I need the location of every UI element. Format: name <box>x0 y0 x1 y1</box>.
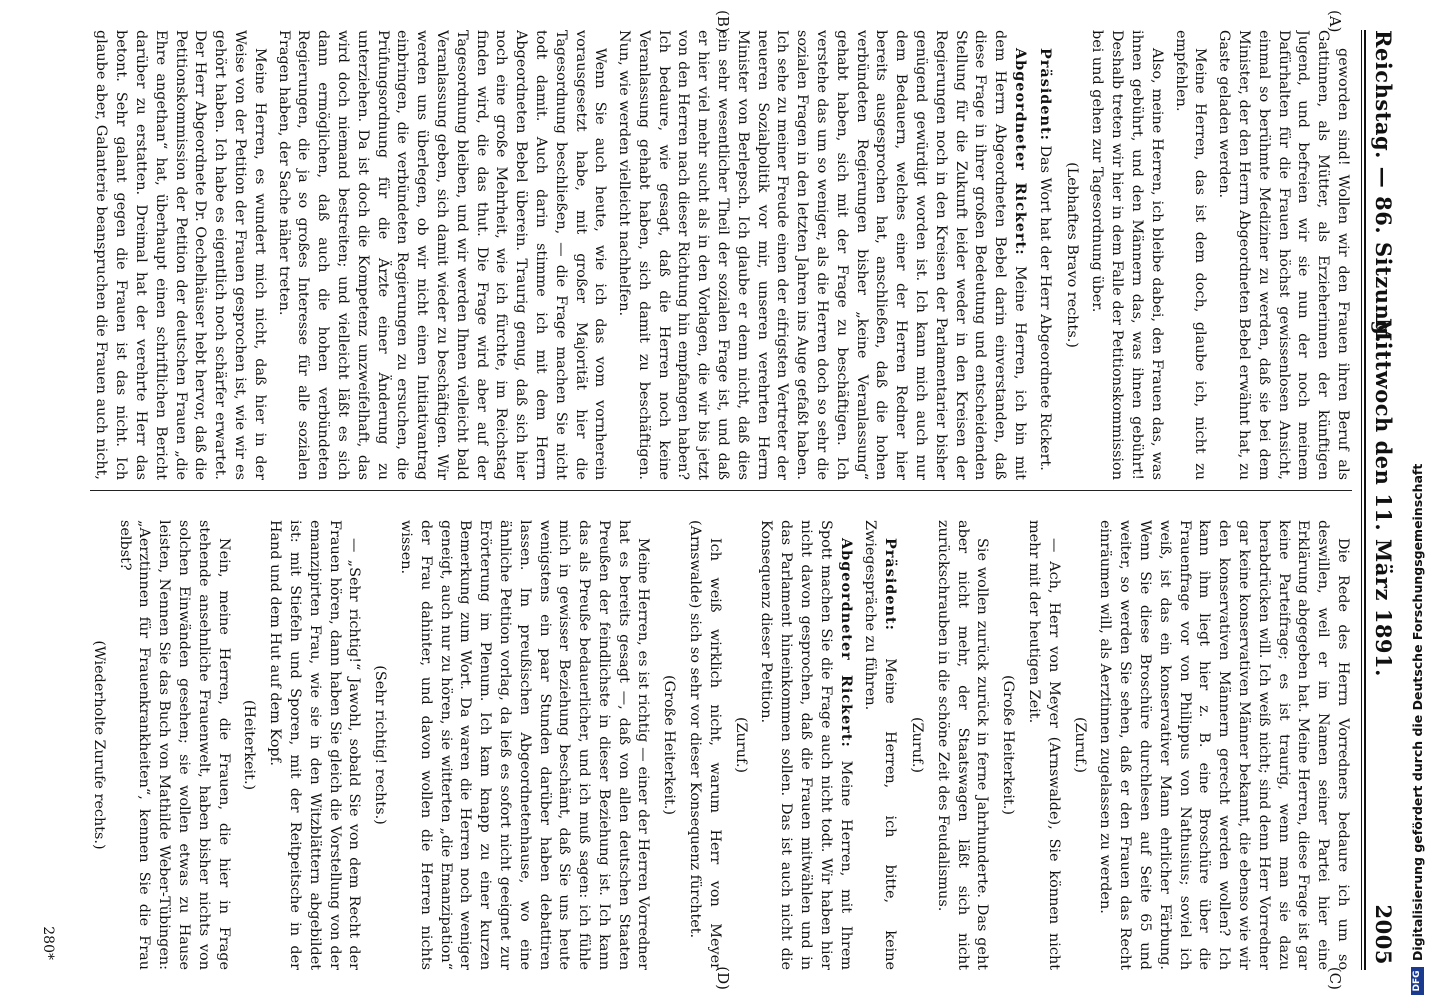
header-page-number: 2005 <box>1371 904 1396 965</box>
speech-text: Meine Herren, ich bin mit dem Herrn Abgeordneten Bebel darin einverstanden, daß diese Frage in ihrer großen Bedeutung und entscheidenden Stellung für die Zukunft leider weder in den Kreisen der Regierungen noch in den Kreisen der Parlamentarier bisher genügend gewürdigt worden ist. Ich kann mich auch nur dem Bedauern, welches einer der Herren Redner hier bereits ausgesprochen hat, anschließen, daß die hohen verbündeten Regierungen bisher „keine Veranlassung“ gehabt haben, sich mit der Frage zu beschäftigen. Ich verstehe das um so weniger, als die Herren doch so sehr die sozialen Fragen in den letzten Jahren ins Auge gefaßt haben. Ich sehe zu meiner Freude einen der eifrigsten Vertreter der neueren Sozialpolitik vor mir, unseren verehrten Herrn Minister von Berlepsch. Ich glaube er denn nicht, daß dies ein sehr wesentlicher Theil der sozialen Frage ist, und daß er hier viel mehr sucht als in den Vorlagen, die wir bis jetzt von den Herren nach dieser Richtung hin empfangen haben? Ich bedaure, wie gesagt, daß die Herren noch keine Veranlassung gehabt haben, sich damit zu beschäftigen. Nun, wie werden vielleicht nachhelfen. <box>616 30 1029 480</box>
header-rule-thin <box>1361 30 1362 970</box>
column-divider <box>90 490 1352 491</box>
page-footnote-number: 280* <box>40 926 56 960</box>
paragraph: Sie wollen zurück zurück in ferne Jahrhunderte. Das geht aber nicht mehr, der Staatswagen läßt sich nicht zurückschrauben in die schöne Zeit des Feudalismus. <box>934 520 991 970</box>
stage-direction: (Zuruf.) <box>732 716 749 774</box>
header-left: Reichstag. — 86. Sitzung. <box>1371 30 1396 344</box>
digitization-footer <box>1406 15 1428 995</box>
margin-marker-c: (C) <box>1326 966 1344 990</box>
header-date: Mittwoch den 11. März 1891. <box>1371 318 1396 677</box>
paragraph: Also, meine Herren, ich bleibe dabei, den Frauen das, was ihnen gebührt, und den Männern das, was ihnen gebührt! Deshalb treten wir hier in dem Falle der Petitionskommission bei und gehen zur Tagesordnung über. <box>1089 30 1165 480</box>
header-rule <box>1364 30 1366 970</box>
paragraph: Meine Herren, das ist dem doch, glaube ich, nicht zu empfehlen. <box>1172 30 1209 480</box>
left-column <box>90 30 1352 480</box>
paragraph: Wenn Sie auch heute, wie ich das vom vornherein vorausgesetzt habe, mit großer Majorität hier die Tagesordnung beschließen, — die Frage machen Sie nicht todt damit. Auch darin stimme ich mit dem Herrn Abgeordneten Bebel überein. Traurig genug, daß sich hier noch eine große Mehrheit, wie ich fürchte, im Reichstag finden wird, die das thut. Die Frage wird aber auf der Tagesordnung bleiben, und wir werden Ihnen vielleicht bald Veranlassung geben, sich damit wieder zu beschäftigen. Wir werden uns überlegen, ob wir nicht einen Initiativantrag einbringen, die verbündeten Regierungen zu ersuchen, die Prüfungsordnung für die Ärzte einer Änderung zu unterziehen. Da ist doch die Kompetenz unzweifelhaft, das wird doch niemand bestreiten; und vielleicht läßt es sich dann ermöglichen, daß auch die hohen verbündeten Regierungen, die ja so großes Interesse für alle sozialen Fragen haben, der Sache näher treten. <box>275 30 609 480</box>
page-header <box>1366 30 1410 965</box>
paragraph <box>860 520 901 970</box>
margin-marker-b: (B) <box>714 10 732 33</box>
stage-direction: (Zuruf.) <box>909 716 926 774</box>
stage-direction: (Zuruf.) <box>1071 716 1088 774</box>
stage-direction: (Große Heiterkeit.) <box>661 674 678 815</box>
paragraph: Die Rede des Herrn Vorredners bedaure ich um so deswillen, weil er im Namen seiner Partei hier eine Erklärung abgegeben hat. Meine Herren, diese Frage ist gar keine Parteifrage; es ist traurig, wenn man sie dazu herabdrücken will. Ich weiß nicht; sind denn Herr Vorredner gar keine konservativen Männer bekannt, die ebenso wie wir den konservativen Männern gerecht werden wollen? Ich kann ihm liegt hier z. B. eine Broschüre über die Frauenfrage vor von Philippus von Nathusius; soviel ich weiß, ist das ein konservativer Mann ehrlicher Färbung. Wenn Sie diese Broschüre durchlesen auf Seite 65 und weiter, so werden Sie sehen, daß er den Frauen das Recht einräumen will, als Aerztinnen zugelassen zu werden. <box>1097 520 1351 970</box>
stage-direction: (Wiederholte Zurufe rechts.) <box>90 640 107 850</box>
paragraph: Meine Herren, es wundert mich nicht, daß hier in der Weise von der Petition der Frauen gesprochen ist, wie wir es gehört haben. Ich habe es eigentlich noch schärfer erwartet. Der Herr Abgeordnete Dr. Oechelhäuser hebt hervor, daß die Petitionskommission der Petition der deutschen Frauen „die Ehre angethan“ hat, überhaupt einen schriftlichen Bericht darüber zu erstatten. Dreimal hat der verehrte Herr das betont. Sehr galant gegen die Frauen ist das nicht. Ich glaube aber, Galanterie beanspruchen die Frauen auch nicht, <box>93 30 268 480</box>
stage-direction: (Lebhaftes Bravo rechts.) <box>1063 162 1080 348</box>
margin-marker-a: (A) <box>1326 10 1344 33</box>
speaker-name: Abgeordneter Rickert: <box>837 538 855 748</box>
speech-text: Meine Herren, ich bitte, keine Zwiegespräche zu führen. <box>862 520 899 970</box>
speech-text: Meine Herren, mit Ihrem Spott machen Sie die Frage auch nicht todt. Wir haben hier nicht davon gesprochen, daß die Frauen mitwählen und in das Parlament hineinkommen sollen. Das ist auch nicht die Konsequenz dieser Petition. <box>758 520 854 970</box>
stage-direction: (Heiterkeit.) <box>241 699 258 791</box>
paragraph: — „Sehr richtig!“ Jawohl, sobald Sie von dem Recht der Frauen hören, dann haben Sie gleich die Vorstellung von der emanzipirten Frau, wie sie in den Witzblättern abgebildet ist: mit Stiefeln und Sporen, mit der Reitpeitsche in der Hand und dem Hut auf dem Kopf. <box>267 520 363 970</box>
paragraph <box>613 30 1030 480</box>
paragraph: geworden sind! Wollen wir den Frauen ihren Beruf als Gattinnen, als Mütter, als Erzieherinnen der künftigen Jugend, und befreien wir sie nun der noch meinem Dafürhalten für die Frauen höchst gewissenlosen Ansicht, einmal so berühmte Mediziner zu werden, daß sie bei dem Minister, der den Herrn Abgeordneten Bebel erwähnt hat, zu Gaste geladen werden. <box>1216 30 1351 480</box>
margin-marker-d: (D) <box>714 966 732 990</box>
paragraph: Ich weiß wirklich nicht, warum Herr von Meyer (Arnswalde) sich so sehr vor dieser Konsequenz fürchtet. <box>687 520 723 970</box>
stage-direction: (Große Heiterkeit.) <box>1000 674 1017 815</box>
paragraph: — Ach, Herr von Meyer (Arnswalde), Sie können nicht mehr mit der heutigen Zeit. <box>1026 520 1062 970</box>
paragraph <box>756 520 856 970</box>
footer-text: Digitalisierung gefördert durch die Deutsche Forschungsgemeinschaft <box>1409 463 1425 961</box>
right-column <box>90 520 1352 970</box>
stage-direction: (Sehr richtig! rechts.) <box>372 665 389 825</box>
speaker-name: Abgeordneter Rickert: <box>1012 48 1030 256</box>
dfg-logo: DFG <box>1411 967 1424 995</box>
paragraph: Meine Herren, es ist richtig — einer der Herren Vorredner hat es bereits gesagt —, daß von allen deutschen Staaten Preußen der feindlichste in dieser Beziehung ist. Ich kann das als Preuße bedauerlicher, und ich muß sagen: ich fühle mich in gewisser Beziehung beschämt, daß Sie uns heute wenigstens ein paar Stunden darüber haben debattiren lassen. Im preußischen Abgeordnetenhause, wo eine ähnliche Petition vorlag, da ließ es sofort nicht geeignet zur Erörterung im Plenum. Ich kam knapp zu einer kurzen Bemerkung zum Wort. Da waren die Herren noch weniger geneigt, auch nur zu hören, sie witterten „die Emanzipation“ der Frau dahinter, und davon wollen die Herren nichts wissen. <box>397 520 652 970</box>
paragraph: Nein, meine Herren, die Frauen, die hier in Frage stehende ansehnliche Frauenwelt, haben bisher nichts von solchen Einwänden gesehen; sie wollen etwas zu Hause leisten, Nennen Sie das Buch von Mathilde Weber-Tübingen: „Aerztinnen für Frauenkrankheiten“, kennen Sie die Frau selbst? <box>116 520 232 970</box>
speaker-name: Präsident: <box>1036 48 1054 141</box>
paragraph <box>1034 30 1055 480</box>
speech-text: Das Wort hat der Herr Abgeordnete Rickert. <box>1036 145 1053 471</box>
speaker-name: Präsident: <box>882 538 900 631</box>
